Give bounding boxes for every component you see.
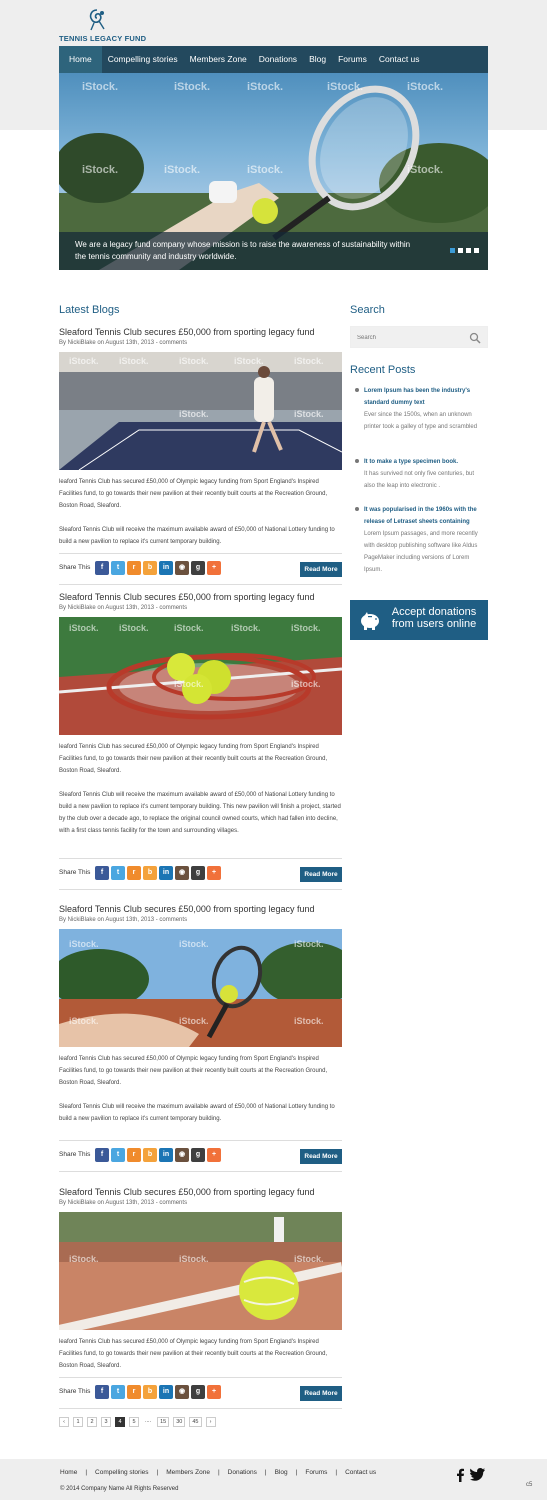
recent-post-title[interactable]: It to make a type specimen book. bbox=[364, 459, 459, 465]
instagram-icon[interactable]: ◉ bbox=[175, 1385, 189, 1399]
page-link[interactable]: 3 bbox=[101, 1417, 111, 1427]
hero-watermark: iStock. bbox=[174, 81, 211, 93]
read-more-button[interactable]: Read More bbox=[300, 1149, 342, 1164]
image-watermark: iStock. bbox=[174, 623, 204, 633]
plus-icon[interactable]: + bbox=[207, 866, 221, 880]
facebook-icon[interactable]: f bbox=[95, 866, 109, 880]
post-image[interactable] bbox=[59, 1212, 342, 1330]
share-icons bbox=[95, 1148, 221, 1162]
rss-icon[interactable]: r bbox=[127, 1385, 141, 1399]
footer-link-compelling-stories[interactable]: Compelling stories bbox=[95, 1469, 149, 1476]
instagram-icon[interactable]: ◉ bbox=[175, 561, 189, 575]
instagram-icon[interactable]: ◉ bbox=[175, 1148, 189, 1162]
nav-item-donations[interactable]: Donations bbox=[258, 54, 298, 64]
post-meta: By NickiBlake on August 13th, 2013 - comments bbox=[59, 340, 188, 346]
image-watermark: iStock. bbox=[294, 939, 324, 949]
image-watermark: iStock. bbox=[179, 1016, 209, 1026]
google-plus-icon[interactable]: g bbox=[191, 1148, 205, 1162]
footer-links: Home | Compelling stories | Members Zone | Donations | Blog | Forums | Contact us bbox=[60, 1469, 377, 1476]
nav-item-compelling-stories[interactable]: Compelling stories bbox=[107, 54, 178, 64]
search-title: Search bbox=[350, 304, 385, 316]
facebook-icon[interactable]: f bbox=[95, 561, 109, 575]
post-paragraph: Sleaford Tennis Club will receive the maximum available award of £50,000 of National Lottery funding to build a new pavilion to replace it's current temporary building. bbox=[59, 527, 335, 545]
read-more-button[interactable]: Read More bbox=[300, 867, 342, 882]
bullet-icon bbox=[355, 388, 359, 392]
linkedin-icon[interactable]: in bbox=[159, 1148, 173, 1162]
share-bar bbox=[59, 1140, 342, 1172]
donate-label: Accept donations from users online bbox=[391, 606, 477, 630]
post-paragraph: Sleaford Tennis Club will receive the maximum available award of £50,000 of National Lottery funding to build a new pavilion to replace it's current temporary building. This new pavilion will finish a project, started by the club over a decade ago, to replace the original council owned courts, which had fallen into decline, with a first class tennis facility for the town and surrounding villages. bbox=[59, 792, 341, 834]
footer bbox=[0, 1459, 547, 1500]
blog-post bbox=[59, 592, 342, 837]
search-box bbox=[350, 326, 488, 348]
twitter-icon[interactable]: t bbox=[111, 1148, 125, 1162]
latest-blogs-title: Latest Blogs bbox=[59, 304, 120, 316]
image-watermark: iStock. bbox=[179, 356, 209, 366]
copyright: © 2014 Company Name All Rights Reserved bbox=[60, 1486, 179, 1492]
page-link[interactable]: 45 bbox=[189, 1417, 201, 1427]
plus-icon[interactable]: + bbox=[207, 1385, 221, 1399]
image-watermark: iStock. bbox=[294, 356, 324, 366]
blogger-icon[interactable]: b bbox=[143, 1385, 157, 1399]
footer-link-blog[interactable]: Blog bbox=[274, 1469, 288, 1476]
recent-posts-title: Recent Posts bbox=[350, 364, 416, 376]
hero-caption-text: We are a legacy fund company whose mission is to raise the awareness of sustainability within the tennis community and industry worldwide. bbox=[75, 240, 411, 261]
read-more-button[interactable]: Read More bbox=[300, 562, 342, 577]
search-input[interactable] bbox=[357, 331, 467, 345]
post-image[interactable] bbox=[59, 617, 342, 735]
page-link[interactable]: 2 bbox=[87, 1417, 97, 1427]
post-meta: By NickiBlake on August 13th, 2013 - comments bbox=[59, 1200, 188, 1206]
share-label: Share This bbox=[59, 1388, 91, 1395]
twitter-icon[interactable]: t bbox=[111, 866, 125, 880]
image-watermark: iStock. bbox=[179, 409, 209, 419]
share-icons bbox=[95, 561, 221, 575]
post-title[interactable]: Sleaford Tennis Club secures £50,000 from sporting legacy fund bbox=[59, 327, 315, 337]
nav-item-contact-us[interactable]: Contact us bbox=[378, 54, 420, 64]
footer-link-home[interactable]: Home bbox=[60, 1469, 78, 1476]
image-watermark: iStock. bbox=[231, 623, 261, 633]
post-paragraph: leaford Tennis Club has secured £50,000 of Olympic legacy funding from Sport England's Inspired Facilities fund, to go towards their new pavilion at their recently built courts at the Recreation Ground, Boston Road, Sleaford. bbox=[59, 744, 328, 774]
plus-icon[interactable]: + bbox=[207, 1148, 221, 1162]
read-more-button[interactable]: Read More bbox=[300, 1386, 342, 1401]
image-watermark: iStock. bbox=[234, 356, 264, 366]
facebook-icon[interactable]: f bbox=[95, 1385, 109, 1399]
pagination bbox=[59, 1417, 216, 1427]
rss-icon[interactable]: r bbox=[127, 866, 141, 880]
footer-social bbox=[455, 1468, 486, 1482]
page-link-current[interactable]: 4 bbox=[115, 1417, 125, 1427]
blog-post bbox=[59, 1187, 342, 1372]
share-icons bbox=[95, 1385, 221, 1399]
hero-watermark: iStock. bbox=[407, 164, 444, 176]
image-watermark: iStock. bbox=[294, 1254, 324, 1264]
page-ellipsis: .... bbox=[145, 1418, 152, 1424]
nav-item-forums[interactable]: Forums bbox=[338, 54, 367, 64]
recent-post-title[interactable]: Lorem Ipsum has been the industry's standard dummy text bbox=[364, 388, 471, 406]
hero-watermark: iStock. bbox=[247, 164, 284, 176]
slider-dot[interactable] bbox=[466, 248, 471, 253]
image-watermark: iStock. bbox=[291, 679, 321, 689]
hero-watermark: iStock. bbox=[407, 81, 444, 93]
post-paragraph: leaford Tennis Club has secured £50,000 of Olympic legacy funding from Sport England's Inspired Facilities fund, to go towards their new pavilion at their recently built courts at the Recreation Ground, Boston Road, Sleaford. bbox=[59, 479, 328, 509]
logo[interactable] bbox=[59, 8, 179, 44]
hero-caption bbox=[59, 232, 488, 270]
recent-post-title[interactable]: It was popularised in the 1960s with the release of Letraset sheets containing bbox=[364, 507, 477, 525]
hero-watermark: iStock. bbox=[247, 81, 284, 93]
image-watermark: iStock. bbox=[69, 1254, 99, 1264]
slider-dot[interactable] bbox=[450, 248, 455, 253]
post-paragraph: leaford Tennis Club has secured £50,000 of Olympic legacy funding from Sport England's Inspired Facilities fund, to go towards their new pavilion at their recently built courts at the Recreation Ground, Boston Road, Sleaford. bbox=[59, 1056, 328, 1086]
slider-dot[interactable] bbox=[474, 248, 479, 253]
image-watermark: iStock. bbox=[119, 623, 149, 633]
twitter-icon[interactable]: t bbox=[111, 1385, 125, 1399]
rss-icon[interactable]: r bbox=[127, 1148, 141, 1162]
instagram-icon[interactable]: ◉ bbox=[175, 866, 189, 880]
post-body bbox=[59, 741, 342, 837]
page-link[interactable]: 15 bbox=[157, 1417, 169, 1427]
image-watermark: iStock. bbox=[294, 1016, 324, 1026]
post-meta: By NickiBlake on August 13th, 2013 - comments bbox=[59, 917, 188, 923]
post-body bbox=[59, 1053, 342, 1125]
share-icons bbox=[95, 866, 221, 880]
logo-mark-icon bbox=[86, 8, 108, 32]
post-image[interactable] bbox=[59, 352, 342, 470]
facebook-icon[interactable]: f bbox=[95, 1148, 109, 1162]
bullet-icon bbox=[355, 507, 359, 511]
share-label: Share This bbox=[59, 564, 91, 571]
share-bar bbox=[59, 553, 342, 585]
share-bar bbox=[59, 858, 342, 890]
twitter-icon[interactable]: t bbox=[111, 561, 125, 575]
corner-mark: c5 bbox=[526, 1482, 533, 1488]
google-plus-icon[interactable]: g bbox=[191, 1385, 205, 1399]
slider-dots bbox=[450, 248, 479, 253]
linkedin-icon[interactable]: in bbox=[159, 561, 173, 575]
image-watermark: iStock. bbox=[179, 1254, 209, 1264]
linkedin-icon[interactable]: in bbox=[159, 1385, 173, 1399]
nav-item-members-zone[interactable]: Members Zone bbox=[189, 54, 247, 64]
twitter-icon[interactable] bbox=[470, 1468, 486, 1482]
image-watermark: iStock. bbox=[69, 939, 99, 949]
blogger-icon[interactable]: b bbox=[143, 1148, 157, 1162]
bullet-icon bbox=[355, 459, 359, 463]
image-watermark: iStock. bbox=[69, 1016, 99, 1026]
recent-post-excerpt: Ever since the 1500s, when an unknown printer took a galley of type and scrambled bbox=[364, 412, 478, 430]
hero-watermark: iStock. bbox=[164, 164, 201, 176]
post-title[interactable]: Sleaford Tennis Club secures £50,000 from sporting legacy fund bbox=[59, 904, 315, 914]
rss-icon[interactable]: r bbox=[127, 561, 141, 575]
blogger-icon[interactable]: b bbox=[143, 866, 157, 880]
page-link[interactable]: 5 bbox=[129, 1417, 139, 1427]
post-body bbox=[59, 1336, 342, 1372]
google-plus-icon[interactable]: g bbox=[191, 866, 205, 880]
footer-link-members-zone[interactable]: Members Zone bbox=[166, 1469, 210, 1476]
post-title[interactable]: Sleaford Tennis Club secures £50,000 from sporting legacy fund bbox=[59, 1187, 315, 1197]
hero-watermark: iStock. bbox=[82, 164, 119, 176]
hero-watermark: iStock. bbox=[327, 81, 364, 93]
footer-link-contact-us[interactable]: Contact us bbox=[345, 1469, 377, 1476]
recent-post-excerpt: Lorem Ipsum passages, and more recently with desktop publishing software like Aldus PageMaker including versions of Lorem Ipsum. bbox=[364, 531, 478, 573]
recent-post-excerpt: It has survived not only five centuries, but also the leap into electronic . bbox=[364, 471, 475, 489]
donate-button[interactable] bbox=[350, 600, 488, 640]
blog-post bbox=[59, 327, 342, 548]
post-body bbox=[59, 476, 342, 548]
image-watermark: iStock. bbox=[294, 409, 324, 419]
image-watermark: iStock. bbox=[69, 356, 99, 366]
blogger-icon[interactable]: b bbox=[143, 561, 157, 575]
prev-page-icon[interactable]: ‹ bbox=[59, 1417, 69, 1427]
linkedin-icon[interactable]: in bbox=[159, 866, 173, 880]
post-paragraph: leaford Tennis Club has secured £50,000 of Olympic legacy funding from Sport England's Inspired Facilities fund, to go towards their new pavilion at their recently built courts at the Recreation Ground, Boston Road, Sleaford. bbox=[59, 1339, 328, 1369]
facebook-icon[interactable] bbox=[455, 1468, 465, 1482]
footer-link-donations[interactable]: Donations bbox=[227, 1469, 257, 1476]
image-watermark: iStock. bbox=[179, 939, 209, 949]
slider-dot[interactable] bbox=[458, 248, 463, 253]
post-image[interactable] bbox=[59, 929, 342, 1047]
image-watermark: iStock. bbox=[119, 356, 149, 366]
hero-watermark: iStock. bbox=[82, 81, 119, 93]
post-title[interactable]: Sleaford Tennis Club secures £50,000 from sporting legacy fund bbox=[59, 592, 315, 602]
plus-icon[interactable]: + bbox=[207, 561, 221, 575]
post-meta: By NickiBlake on August 13th, 2013 - comments bbox=[59, 605, 188, 611]
page-link[interactable]: 30 bbox=[173, 1417, 185, 1427]
hero-slider[interactable] bbox=[59, 73, 488, 270]
image-watermark: iStock. bbox=[174, 679, 204, 689]
search-icon[interactable] bbox=[469, 332, 481, 344]
nav-item-blog[interactable]: Blog bbox=[309, 54, 327, 64]
page-link[interactable]: 1 bbox=[73, 1417, 83, 1427]
piggy-bank-icon bbox=[358, 608, 382, 632]
brand-name: TENNIS LEGACY FUND bbox=[59, 34, 147, 43]
share-label: Share This bbox=[59, 869, 91, 876]
blog-post bbox=[59, 904, 342, 1125]
google-plus-icon[interactable]: g bbox=[191, 561, 205, 575]
footer-link-forums[interactable]: Forums bbox=[305, 1469, 328, 1476]
share-label: Share This bbox=[59, 1151, 91, 1158]
share-bar bbox=[59, 1377, 342, 1409]
post-paragraph: Sleaford Tennis Club will receive the maximum available award of £50,000 of National Lottery funding to build a new pavilion to replace it's current temporary building. bbox=[59, 1104, 335, 1122]
next-page-icon[interactable]: › bbox=[206, 1417, 216, 1427]
main-nav bbox=[59, 46, 488, 73]
image-watermark: iStock. bbox=[69, 623, 99, 633]
image-watermark: iStock. bbox=[291, 623, 321, 633]
nav-item-home[interactable]: Home bbox=[59, 46, 102, 73]
